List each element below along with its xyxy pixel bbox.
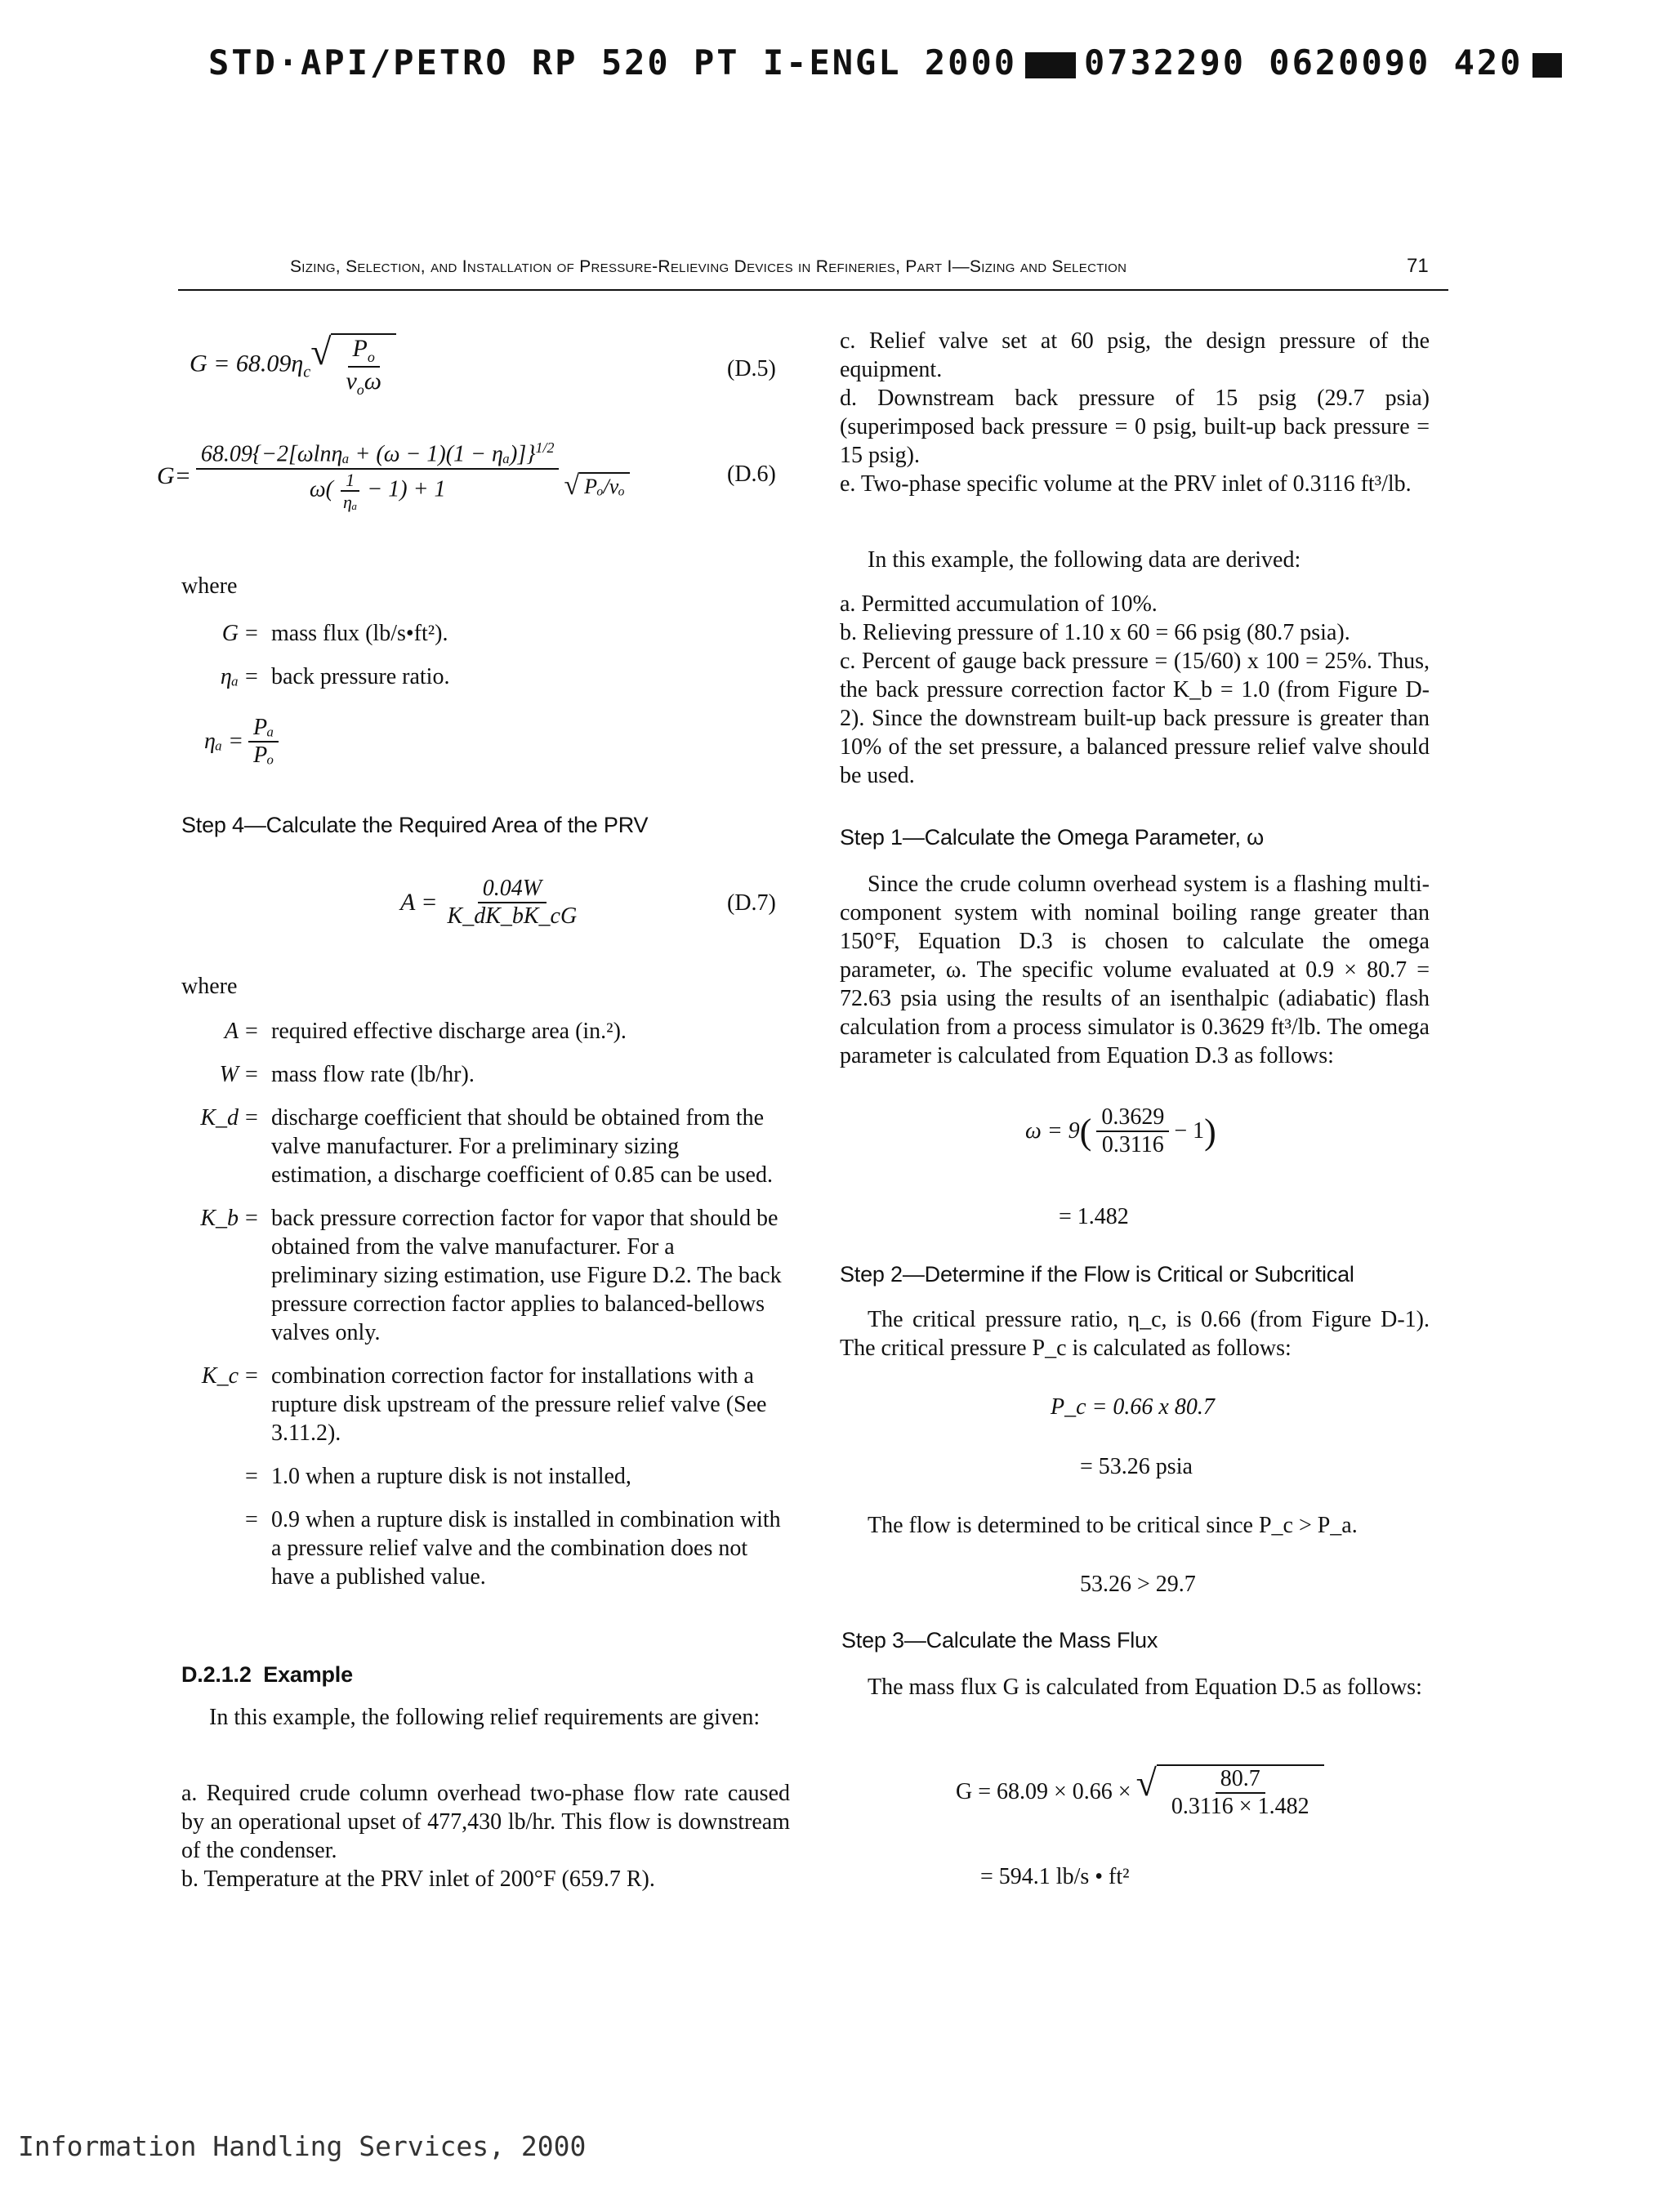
- definition-kc-option-1: = 1.0 when a rupture disk is not installed,: [181, 1462, 782, 1491]
- eq-d5-label: (D.5): [727, 356, 776, 381]
- def-symbol: G: [221, 621, 239, 646]
- equation-d5: [190, 333, 396, 398]
- eq-d6-den-frac-num: 1: [341, 470, 359, 492]
- definitions-list-1: [181, 619, 778, 691]
- step3-body: The mass flux G is calculated from Equation D.5 as follows:: [868, 1675, 1422, 1700]
- eta-a-definition-equation: [204, 715, 283, 769]
- document-stamp: [208, 42, 1562, 83]
- equation-d7: [400, 876, 587, 930]
- section-heading-d212: [181, 1662, 353, 1688]
- omega-eq-num: 0.3629: [1096, 1104, 1169, 1132]
- def-symbol: K_b: [200, 1206, 239, 1231]
- eq-d5-den-sub: o: [356, 381, 364, 398]
- derived-item-c: c. Percent of gauge back pressure = (15/60) x 100 = 25%. Thus, the back pressure correction factor K_b = 1.0 (from Figure D-2). Since the downstream built-up back pressure is greater than 10% of the set pressure, a balanced pressure relief valve should be used.: [840, 649, 1430, 788]
- def-body: mass flow rate (lb/hr).: [271, 1062, 475, 1087]
- eq-d6-den-post: − 1) + 1: [367, 476, 446, 502]
- running-head: Sizing, Selection, and Installation of Pressure-Relieving Devices in Refineries, Part I—Sizing and Selection: [290, 257, 1127, 276]
- page-number: 71: [1407, 255, 1429, 277]
- where-label-2: where: [181, 974, 238, 999]
- definition-kd: K_d = discharge coefficient that should be obtained from the valve manufacturer. For a preliminary sizing estimation, a discharge coefficient of 0.85 can be used.: [181, 1104, 782, 1189]
- eq-d5-sqrt: √ $\frac{P_o}{v_o\omega}$: [310, 333, 396, 398]
- g-eq-sqrt: √ $\frac{80.7}{0.3116 \times 1.482}$: [1136, 1764, 1324, 1820]
- stamp-text: STD·API/PETRO RP 520 PT I-ENGL 2000: [208, 42, 1018, 83]
- derived-item-a: a. Permitted accumulation of 10%.: [840, 591, 1158, 617]
- eq-d5-den: v: [346, 367, 357, 395]
- eq-d5-num: P: [352, 335, 368, 362]
- critical-inequality: 53.26 > 29.7: [1080, 1572, 1196, 1597]
- example-item-e: e. Two-phase specific volume at the PRV inlet of 0.3116 ft³/lb.: [840, 471, 1412, 497]
- step4-heading: Step 4—Calculate the Required Area of the PRV: [181, 813, 649, 837]
- definition-g: G = mass flux (lb/s•ft²).: [181, 619, 778, 648]
- stamp-code: 0732290 0620090 420: [1084, 42, 1524, 83]
- equation-d6: [157, 439, 630, 512]
- eq-d6-lhs: G=: [157, 462, 191, 489]
- section-title: Example: [263, 1662, 353, 1687]
- def-body: back pressure correction factor for vapor that should be obtained from the valve manufacturer. For a preliminary sizing estimation, use Figure D.2. The back pressure correction factor applies to balanced-bellows valves only.: [271, 1206, 782, 1345]
- step1-body: Since the crude column overhead system is a flashing multi-component system with nominal boiling range greater than 150°F, Equation D.3 is chosen to calculate the omega parameter, ω. The specific volume evaluated at 0.9 × 80.7 = 72.63 psia using the results of an isenthalpic (adiabatic) flash calculation from a process simulator is 0.3629 ft³/lb. The omega parameter is calculated from Equation D.3 as follows:: [840, 872, 1430, 1068]
- definition-w: W = mass flow rate (lb/hr).: [181, 1060, 782, 1089]
- def-symbol: ηₐ: [220, 664, 239, 689]
- eq-d5-lhs: G = 68.09η: [190, 350, 304, 377]
- eq-d5-num-sub: o: [367, 349, 375, 365]
- eq-d6-den-frac-den: ηₐ: [343, 491, 358, 512]
- definition-kc: K_c = combination correction factor for installations with a rupture disk upstream of the pressure relief valve (See 3.11.2).: [181, 1362, 782, 1447]
- g-eq-num: 80.7: [1216, 1766, 1265, 1794]
- example-intro: In this example, the following relief requirements are given:: [209, 1705, 761, 1730]
- def-symbol: A: [224, 1019, 239, 1044]
- def-body: discharge coefficient that should be obtained from the valve manufacturer. For a preliminary sizing estimation, a discharge coefficient of 0.85 can be used.: [271, 1105, 773, 1188]
- definition-a: A = required effective discharge area (in.²).: [181, 1017, 782, 1046]
- pc-equation: P_c = 0.66 x 80.7: [1051, 1394, 1215, 1420]
- eq-d6-root: Pₒ/vₒ: [579, 472, 630, 500]
- def-symbol: K_c: [201, 1363, 239, 1389]
- example-item-b: b. Temperature at the PRV inlet of 200°F (659.7 R).: [181, 1866, 655, 1892]
- eq-d6-exponent: 1/2: [535, 439, 555, 456]
- example-item-c: c. Relief valve set at 60 psig, the design pressure of the equipment.: [840, 328, 1430, 382]
- eq-d6-numerator: 68.09{−2[ωlnηₐ + (ω − 1)(1 − ηₐ)]}: [200, 441, 536, 467]
- derived-intro: In this example, the following data are derived:: [868, 547, 1301, 573]
- critical-flow-text: The flow is determined to be critical since P_c > P_a.: [868, 1513, 1358, 1538]
- eq-d6-label: (D.6): [727, 462, 776, 487]
- stamp-block-mark: [1025, 52, 1076, 78]
- g-result: = 594.1 lb/s • ft²: [980, 1864, 1130, 1889]
- example-item-a: a. Required crude column overhead two-phase flow rate caused by an operational upset of 477,430 lb/hr. This flow is downstream of the condenser.: [181, 1781, 790, 1863]
- eq-d7-label: (D.7): [727, 890, 776, 916]
- mass-flux-equation: [956, 1764, 1324, 1820]
- omega-result: = 1.482: [1059, 1204, 1129, 1229]
- eq-d6-den-pre: ω(: [309, 476, 333, 502]
- eta-def-den: Pₒ: [253, 743, 274, 769]
- eq-d7-num: 0.04W: [478, 876, 547, 903]
- omega-eq-den: 0.3116: [1101, 1132, 1164, 1158]
- def-body: required effective discharge area (in.²).: [271, 1019, 627, 1044]
- where-label-1: where: [181, 573, 238, 599]
- eq-d5-sub: c: [303, 363, 311, 381]
- step1-heading: Step 1—Calculate the Omega Parameter, ω: [840, 825, 1265, 850]
- def-body: back pressure ratio.: [271, 664, 450, 689]
- def-body: combination correction factor for installations with a rupture disk upstream of the pressure relief valve (See 3.11.2).: [271, 1363, 767, 1446]
- def-symbol: [181, 1462, 245, 1491]
- eq-d7-den: K_dK_bK_cG: [447, 903, 578, 930]
- eta-def-num: Pₐ: [248, 715, 279, 743]
- header-rule: [178, 289, 1448, 291]
- step3-heading: Step 3—Calculate the Mass Flux: [841, 1628, 1158, 1652]
- definition-eta-a: ηₐ = back pressure ratio.: [181, 662, 778, 691]
- example-item-d: d. Downstream back pressure of 15 psig (29.7 psia) (superimposed back pressure = 0 psig, built-up back pressure = 15 psig).: [840, 386, 1430, 468]
- def-body: 0.9 when a rupture disk is installed in combination with a pressure relief valve and the combination does not have a published value.: [271, 1507, 781, 1590]
- eq-d5-den-tail: ω: [364, 367, 381, 395]
- omega-eq-lhs: ω = 9: [1025, 1118, 1080, 1144]
- stamp-block-mark-end: [1532, 53, 1562, 78]
- eq-d7-lhs: A =: [400, 889, 438, 916]
- def-body: 1.0 when a rupture disk is not installed,: [271, 1464, 631, 1489]
- eta-def-symbol: ηₐ =: [204, 729, 243, 755]
- definition-kc-option-2: = 0.9 when a rupture disk is installed in combination with a pressure relief valve and the combination does not have a published value.: [181, 1505, 782, 1591]
- g-eq-lhs: G = 68.09 × 0.66 ×: [956, 1779, 1131, 1805]
- step2-heading: Step 2—Determine if the Flow is Critical or Subcritical: [840, 1262, 1354, 1287]
- omega-equation: ω = 9 ( $\frac{0.3629}{0.3116}$ − 1 ): [1025, 1104, 1216, 1158]
- eq-d6-sqrt: √ Pₒ/vₒ: [564, 472, 629, 500]
- def-body: mass flux (lb/s•ft²).: [271, 621, 448, 646]
- g-eq-den: 0.3116 × 1.482: [1171, 1794, 1309, 1820]
- pc-result: = 53.26 psia: [1080, 1454, 1193, 1479]
- definition-kb: K_b = back pressure correction factor for vapor that should be obtained from the valve manufacturer. For a preliminary sizing estimation, use Figure D.2. The back pressure correction factor applies to balanced-bellows valves only.: [181, 1204, 782, 1347]
- step2-body: The critical pressure ratio, η_c, is 0.66 (from Figure D-1). The critical pressure P_c is calculated as follows:: [840, 1307, 1430, 1361]
- def-symbol: W: [219, 1062, 239, 1087]
- def-symbol: K_d: [200, 1105, 239, 1131]
- definitions-list-2: [181, 1017, 782, 1591]
- def-symbol: [181, 1505, 245, 1591]
- section-number: D.2.1.2: [181, 1662, 252, 1687]
- eq-d6-fraction: [196, 439, 560, 512]
- derived-item-b: b. Relieving pressure of 1.10 x 60 = 66 psig (80.7 psia).: [840, 620, 1350, 645]
- omega-eq-tail: − 1: [1174, 1118, 1205, 1144]
- footer-attribution: Information Handling Services, 2000: [18, 2130, 587, 2162]
